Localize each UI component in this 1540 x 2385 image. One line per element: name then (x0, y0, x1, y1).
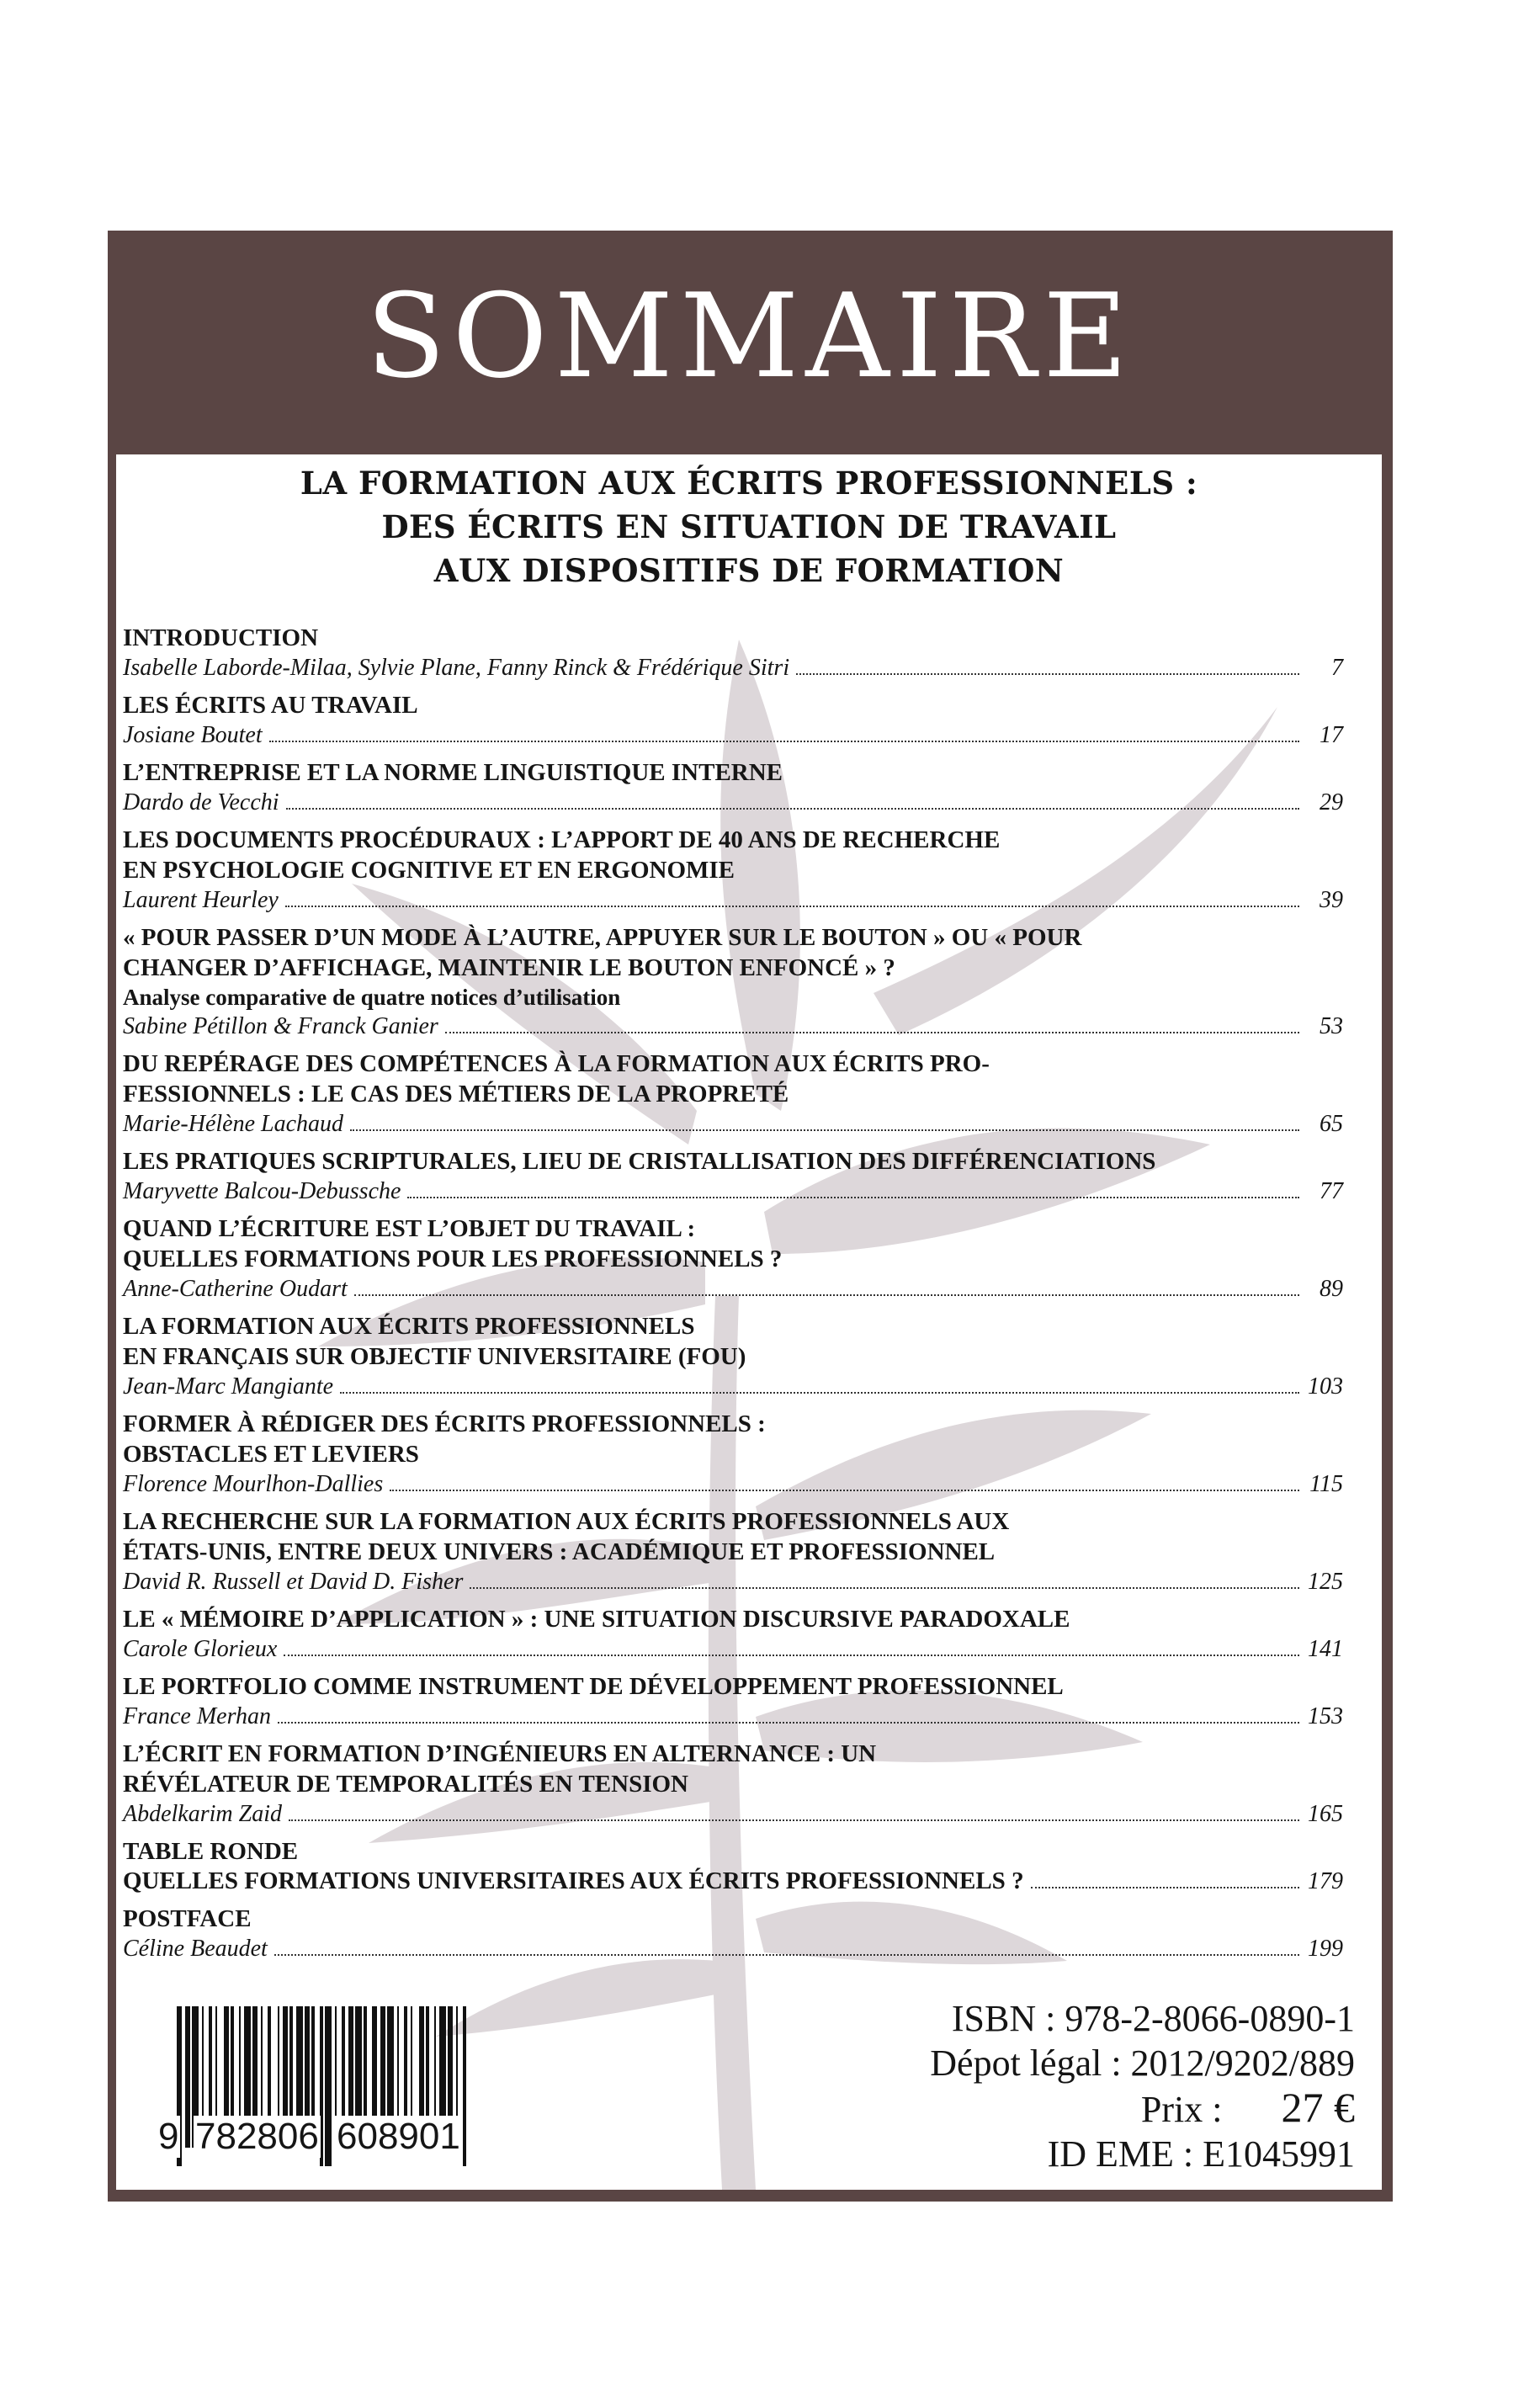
toc-entry-title: TABLE RONDE (123, 1838, 299, 1865)
toc-entry-author: Sabine Pétillon & Franck Ganier (123, 1013, 438, 1039)
toc-spacer (123, 1139, 1343, 1146)
toc-entry-author: France Merhan (123, 1703, 271, 1729)
toc-entry-line (123, 1702, 1343, 1731)
dot-leader (285, 906, 1299, 907)
toc-entry (123, 1049, 1343, 1139)
toc-entry-page: 7 (1331, 655, 1343, 681)
toc-spacer (123, 1401, 1343, 1409)
page-title: SOMMAIRE (365, 268, 1135, 404)
toc-entry-title: LE PORTFOLIO COMME INSTRUMENT DE DÉVELOPPEMENT PROFESSIONNEL (123, 1673, 1064, 1700)
toc-entry-page: 179 (1308, 1868, 1343, 1894)
toc-entry (123, 1739, 1343, 1829)
toc-entry-line (123, 1799, 1343, 1829)
isbn: ISBN : 978-2-8066-0890-1 (951, 1998, 1355, 2039)
issue-theme (116, 461, 1382, 592)
dot-leader (284, 1655, 1299, 1656)
toc-entry-title: « POUR PASSER D’UN MODE À L’AUTRE, APPUYER SUR LE BOUTON » OU « POUR (123, 924, 1082, 951)
toc-spacer (123, 683, 1343, 690)
toc-entry-author: Jean-Marc Mangiante (123, 1373, 334, 1400)
toc-entry-page: 125 (1308, 1569, 1343, 1595)
toc-entry-author: Isabelle Laborde-Milaa, Sylvie Plane, Fanny Rinck & Frédérique Sitri (123, 655, 790, 681)
toc-entry-page: 53 (1320, 1013, 1343, 1039)
toc-entry-author: David R. Russell et David D. Fisher (123, 1569, 464, 1595)
issue-theme-line: AUX DISPOSITIFS DE FORMATION (433, 552, 1065, 589)
toc-spacer (123, 1041, 1343, 1049)
toc-spacer (123, 1829, 1343, 1836)
toc-entry-title: LES DOCUMENTS PROCÉDURAUX : L’APPORT DE 40 ANS DE RECHERCHE (123, 826, 1001, 853)
toc-entry-line (123, 1372, 1343, 1401)
toc-entry-title: L’ÉCRIT EN FORMATION D’INGÉNIEURS EN ALTERNANCE : UN (123, 1740, 877, 1767)
toc-entry-page: 77 (1320, 1178, 1343, 1204)
dot-leader (445, 1032, 1299, 1033)
toc-entry (123, 1671, 1343, 1731)
toc-entry-title: QUAND L’ÉCRITURE EST L’OBJET DU TRAVAIL : (123, 1215, 696, 1242)
toc-entry-author: Abdelkarim Zaid (123, 1801, 282, 1827)
dot-leader (354, 1294, 1299, 1296)
toc-entry-title: QUELLES FORMATIONS UNIVERSITAIRES AUX ÉCRITS PROFESSIONNELS ? (123, 1867, 1024, 1894)
toc-entry-line (123, 1012, 1343, 1041)
dot-leader (289, 1819, 1299, 1821)
toc-spacer (123, 1731, 1343, 1739)
toc-entry-author: Dardo de Vecchi (123, 789, 279, 815)
id-eme: ID EME : E1045991 (1047, 2133, 1355, 2175)
price-line (825, 2085, 1355, 2132)
toc-entry-author: Marie-Hélène Lachaud (123, 1111, 344, 1137)
toc-entry-title: FORMER À RÉDIGER DES ÉCRITS PROFESSIONNELS : (123, 1410, 766, 1437)
toc-entry-title: INTRODUCTION (123, 624, 319, 651)
toc-entry-author: Josiane Boutet (123, 722, 263, 748)
barcode-digits (157, 2116, 485, 2158)
dot-leader (470, 1587, 1299, 1589)
issue-theme-line: DES ÉCRITS EN SITUATION DE TRAVAIL (381, 508, 1117, 545)
toc-entry-title: OBSTACLES ET LEVIERS (123, 1441, 419, 1468)
toc-entry (123, 922, 1343, 1041)
toc-entry-title: LA FORMATION AUX ÉCRITS PROFESSIONNELS (123, 1313, 695, 1340)
toc-entry-title: RÉVÉLATEUR DE TEMPORALITÉS EN TENSION (123, 1771, 688, 1798)
toc-entry-page: 153 (1308, 1703, 1343, 1729)
toc-entry-author: Laurent Heurley (123, 887, 279, 913)
toc-entry-title: LA RECHERCHE SUR LA FORMATION AUX ÉCRITS PROFESSIONNELS AUX (123, 1508, 1010, 1535)
toc-entry-page: 103 (1308, 1373, 1343, 1400)
toc-entry-line (123, 1867, 1343, 1896)
toc-entry-title: ÉTATS-UNIS, ENTRE DEUX UNIVERS : ACADÉMIQUE ET PROFESSIONNEL (123, 1538, 996, 1565)
dot-leader (274, 1954, 1299, 1956)
toc-entry (123, 1836, 1343, 1896)
toc-entry-title: FESSIONNELS : LE CAS DES MÉTIERS DE LA PROPRETÉ (123, 1081, 789, 1108)
toc-spacer (123, 1596, 1343, 1604)
toc-spacer (123, 1499, 1343, 1506)
toc-entry (123, 757, 1343, 817)
toc-entry-page: 17 (1320, 722, 1343, 748)
toc-entry-author: Florence Mourlhon-Dallies (123, 1471, 384, 1497)
dot-leader (1031, 1887, 1299, 1888)
toc-entry-author: Anne-Catherine Oudart (123, 1276, 348, 1302)
price-label: Prix : (1140, 2089, 1223, 2130)
toc-entry-line (123, 1109, 1343, 1139)
toc-entry-page: 115 (1309, 1471, 1343, 1497)
toc-entry-line (123, 1177, 1343, 1206)
toc-entry (123, 1146, 1343, 1206)
toc-entry (123, 690, 1343, 750)
price-value: 27 € (1281, 2084, 1355, 2131)
toc-entry-title: DU REPÉRAGE DES COMPÉTENCES À LA FORMATION AUX ÉCRITS PRO- (123, 1050, 990, 1077)
toc-spacer (123, 1206, 1343, 1214)
toc-entry (123, 1409, 1343, 1499)
toc-entry-line (123, 885, 1343, 915)
toc-entry-title: L’ENTREPRISE ET LA NORME LINGUISTIQUE INTERNE (123, 759, 783, 786)
toc-entry-title: EN FRANÇAIS SUR OBJECTIF UNIVERSITAIRE (FOU) (123, 1343, 746, 1370)
toc-entry-author: Céline Beaudet (123, 1936, 268, 1962)
toc-entry-title: QUELLES FORMATIONS POUR LES PROFESSIONNELS ? (123, 1246, 783, 1272)
toc-entry-title: CHANGER D’AFFICHAGE, MAINTENIR LE BOUTON ENFONCÉ » ? (123, 954, 895, 981)
toc-entry-page: 39 (1320, 887, 1343, 913)
toc-entry (123, 825, 1343, 915)
toc-entry-title: LES PRATIQUES SCRIPTURALES, LIEU DE CRISTALLISATION DES DIFFÉRENCIATIONS (123, 1148, 1156, 1175)
toc-entry-author: Carole Glorieux (123, 1636, 278, 1662)
toc-entry-page: 199 (1308, 1936, 1343, 1962)
dot-leader (390, 1490, 1299, 1491)
dot-leader (796, 673, 1299, 675)
toc-entry-line (123, 1567, 1343, 1596)
toc-spacer (123, 750, 1343, 757)
toc-spacer (123, 915, 1343, 922)
toc-entry-title: LE « MÉMOIRE D’APPLICATION » : UNE SITUATION DISCURSIVE PARADOXALE (123, 1606, 1070, 1633)
publication-info (825, 1996, 1355, 2176)
barcode-group-left: 782806 (195, 2116, 319, 2157)
barcode-group-right: 608901 (337, 2116, 460, 2157)
barcode-first-digit: 9 (158, 2116, 179, 2157)
toc-spacer (123, 1896, 1343, 1904)
legal-deposit: Dépot légal : 2012/9202/889 (930, 2042, 1355, 2084)
issue-theme-line: LA FORMATION AUX ÉCRITS PROFESSIONNELS : (300, 465, 1198, 502)
toc-entry (123, 1904, 1343, 1963)
toc-spacer (123, 1304, 1343, 1311)
table-of-contents (123, 623, 1343, 1963)
toc-entry-page: 65 (1320, 1111, 1343, 1137)
toc-entry (123, 623, 1343, 683)
toc-entry-title: EN PSYCHOLOGIE COGNITIVE ET EN ERGONOMIE (123, 857, 735, 884)
toc-entry-line (123, 720, 1343, 750)
toc-spacer (123, 817, 1343, 825)
toc-entry-line (123, 653, 1343, 683)
dot-leader (269, 741, 1299, 742)
dot-leader (286, 808, 1299, 810)
toc-entry (123, 1506, 1343, 1596)
toc-entry-page: 165 (1308, 1801, 1343, 1827)
toc-entry (123, 1214, 1343, 1304)
toc-entry-line (123, 1274, 1343, 1304)
toc-entry (123, 1604, 1343, 1664)
toc-entry-line (123, 788, 1343, 817)
toc-spacer (123, 1664, 1343, 1671)
dot-leader (278, 1722, 1299, 1724)
dot-leader (407, 1197, 1299, 1198)
toc-entry-title: LES ÉCRITS AU TRAVAIL (123, 692, 418, 719)
toc-entry-author: Maryvette Balcou-Debussche (123, 1178, 401, 1204)
toc-entry (123, 1311, 1343, 1401)
toc-entry-line (123, 1934, 1343, 1963)
toc-entry-page: 29 (1320, 789, 1343, 815)
toc-entry-title: POSTFACE (123, 1905, 252, 1932)
toc-entry-page: 89 (1320, 1276, 1343, 1302)
toc-entry-page: 141 (1308, 1636, 1343, 1662)
toc-entry-line (123, 1634, 1343, 1664)
toc-entry-subtitle: Analyse comparative de quatre notices d’utilisation (123, 985, 621, 1010)
toc-entry-line (123, 1469, 1343, 1499)
dot-leader (350, 1129, 1299, 1131)
dot-leader (340, 1392, 1299, 1394)
